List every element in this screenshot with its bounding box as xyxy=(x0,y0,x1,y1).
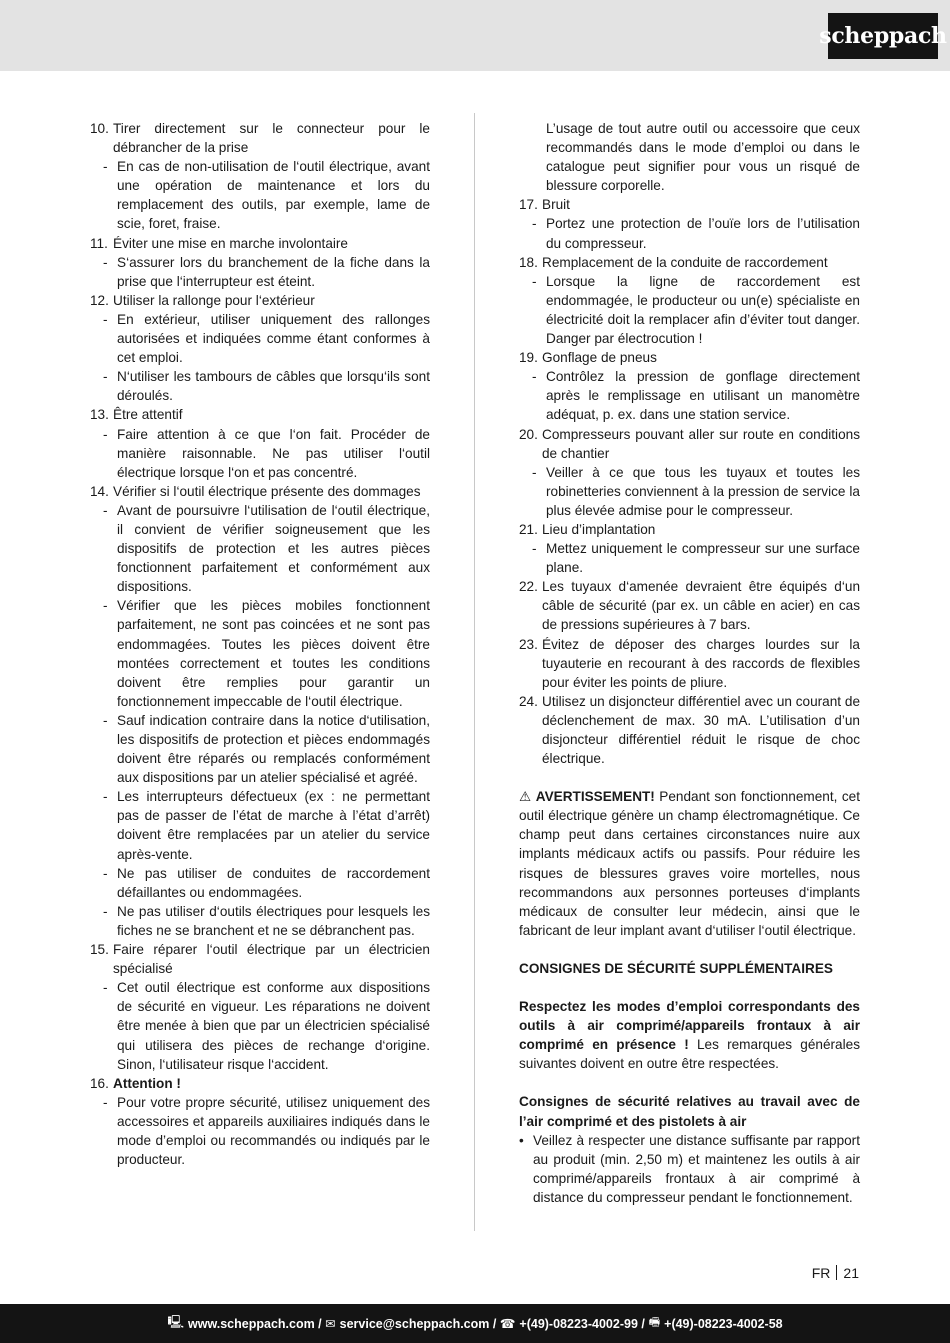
sub-item-text: Avant de poursuivre l‘utilisation de l‘outil électrique, il convient de vérifier soigneusement que les dispositifs de protection et les autres pièces fonctionnent parfaitement et conformément aux dispositions. xyxy=(117,502,430,595)
sub-item xyxy=(519,463,860,520)
numbered-item xyxy=(90,1074,430,1093)
item-number: 18. xyxy=(519,254,538,270)
item-number: 21. xyxy=(519,521,538,537)
item-text: Vérifier si l‘outil électrique présente des dommages xyxy=(113,483,421,499)
sub-item-text: En extérieur, utiliser uniquement des rallonges autorisées et indiquées comme étant conformes à cet emploi. xyxy=(117,311,430,366)
footer-bar xyxy=(0,1304,950,1343)
numbered-item xyxy=(519,577,860,634)
sub-item xyxy=(90,596,430,711)
sub-item xyxy=(90,1093,430,1169)
page-language: FR xyxy=(811,1265,831,1281)
item-text: Gonflage de pneus xyxy=(542,350,657,366)
dash-marker: - xyxy=(532,369,537,385)
item-text: Faire réparer l‘outil électrique par un électricien spécialisé xyxy=(113,942,430,977)
dash-marker: - xyxy=(103,865,108,881)
sub-item-text: Veiller à ce que tous les tuyaux et toutes les robinetteries conviennent à la pression de service la plus élevée admise pour le compresseur. xyxy=(546,464,860,518)
sub-item-text: Mettez uniquement le compresseur sur une surface plane. xyxy=(546,541,860,576)
dash-marker: - xyxy=(532,216,537,232)
numbered-item xyxy=(519,195,860,214)
sub-item xyxy=(90,787,430,863)
item-number: 22. xyxy=(519,579,538,595)
dash-marker: - xyxy=(103,369,108,385)
numbered-item xyxy=(90,291,430,310)
numbered-item xyxy=(519,520,860,539)
sub-item xyxy=(90,978,430,1073)
spacer xyxy=(519,768,860,787)
computer-icon: 🖳 xyxy=(167,1315,185,1329)
numbered-item xyxy=(519,253,860,272)
item-number: 19. xyxy=(519,350,538,366)
dash-marker: - xyxy=(103,712,108,728)
item-text: Bruit xyxy=(542,197,570,213)
sub-item xyxy=(90,310,430,367)
paragraph-bold: CONSIGNES DE SÉCURITÉ SUPPLÉMENTAIRES xyxy=(519,960,833,976)
mail-icon: ✉ xyxy=(325,1317,336,1331)
item-text: Remplacement de la conduite de raccordement xyxy=(542,254,828,270)
dash-marker: - xyxy=(103,980,108,996)
sub-item xyxy=(90,501,430,596)
page-number xyxy=(812,1265,859,1281)
page-number-value: 21 xyxy=(843,1265,859,1281)
numbered-item xyxy=(519,348,860,367)
paragraph-bold: Respectez les modes d’emploi correspondants des outils à air comprimé/appareils frontaux à air comprimé en présence ! xyxy=(519,999,860,1053)
paragraph xyxy=(519,1092,860,1130)
item-text: Éviter une mise en marche involontaire xyxy=(113,235,348,251)
right-column xyxy=(519,119,860,1207)
dash-marker: - xyxy=(103,502,108,518)
dash-marker: - xyxy=(103,254,108,270)
sub-item xyxy=(519,367,860,424)
sub-item xyxy=(90,902,430,940)
left-column xyxy=(90,119,430,1169)
sub-item-text: Les interrupteurs défectueux (ex : ne permettant pas de passer de l’état de marche à l’état d’arrêt) doivent être remplacées par un atelier du service après-vente. xyxy=(117,789,430,862)
header-band xyxy=(0,0,950,71)
sub-item-text: Sauf indication contraire dans la notice d‘utilisation, les dispositifs de protection et pièces endommagés doivent être réparés ou remplacés conformément aux dispositions par un atelier spécialisé et agréé. xyxy=(117,712,430,786)
spacer xyxy=(519,940,860,959)
continued-text: L’usage de tout autre outil ou accessoire que ceux recommandés dans le mode d’emploi ou dans le catalogue peut signifier pour vous un risqué de blessure corporelle. xyxy=(546,121,860,194)
numbered-item xyxy=(90,234,430,253)
sub-item xyxy=(90,711,430,787)
item-text: Évitez de déposer des charges lourdes sur la tuyauterie en recourant à des raccords de flexibles pour éviter les points de pliure. xyxy=(542,636,860,690)
dash-marker: - xyxy=(103,1094,108,1110)
sub-item xyxy=(90,253,430,291)
footer-website[interactable]: www.scheppach.com / xyxy=(188,1316,322,1331)
paragraph-bold: ⚠ AVERTISSEMENT! xyxy=(519,789,655,805)
item-number: 11. xyxy=(90,235,108,251)
sub-item-text: Pour votre propre sécurité, utilisez uniquement des accessoires et appareils auxiliaires indiqués dans le mode d’emploi ou recommandés ou indiqués par le producteur. xyxy=(117,1094,430,1168)
paragraph xyxy=(519,959,860,978)
sub-item xyxy=(90,367,430,405)
sub-item-text: S‘assurer lors du branchement de la fiche dans la prise que l‘interrupteur est éteint. xyxy=(117,254,430,289)
item-text: Utilisez un disjoncteur différentiel avec un courant de déclenchement de max. 30 mA. L’utilisation d’un disjoncteur différentiel réduit le risque de choc électrique. xyxy=(542,693,860,767)
item-text: Utiliser la rallonge pour l‘extérieur xyxy=(113,292,315,308)
item-text: Les tuyaux d‘amenée devraient être équipés d‘un câble de sécurité (par ex. un câble en acier) en cas de pressions supérieures à 7 bars. xyxy=(542,579,860,633)
spacer xyxy=(519,978,860,997)
item-number: 13. xyxy=(90,407,109,423)
item-number: 10. xyxy=(90,121,109,136)
numbered-item xyxy=(90,482,430,501)
sub-item xyxy=(519,272,860,348)
brand-logo: scheppach xyxy=(828,13,938,59)
dash-marker: - xyxy=(532,541,537,557)
sub-item-text: Ne pas utiliser d‘outils électriques pour lesquels les fiches ne se branchent et ne se débranchent pas. xyxy=(117,903,430,938)
numbered-item xyxy=(90,940,430,978)
item-number: 24. xyxy=(519,693,538,709)
numbered-item xyxy=(519,635,860,692)
item-text: Lieu d’implantation xyxy=(542,521,656,537)
paragraph-bold: Consignes de sécurité relatives au travail avec de l’air comprimé et des pistolets à air xyxy=(519,1094,860,1129)
dash-marker: - xyxy=(103,789,108,805)
item-number: 12. xyxy=(90,292,109,308)
dash-marker: - xyxy=(103,598,108,614)
item-number: 23. xyxy=(519,636,538,652)
dash-marker: - xyxy=(103,426,108,442)
footer-fax: +(49)-08223-4002-58 xyxy=(664,1316,783,1331)
sub-item-text: Faire attention à ce que l‘on fait. Procéder de manière raisonnable. Ne pas utiliser l‘outil électrique lorsque l‘on et pas concentré. xyxy=(117,426,430,480)
sub-item xyxy=(519,214,860,252)
item-number: 17. xyxy=(519,197,538,213)
item-text: Compresseurs pouvant aller sur route en conditions de chantier xyxy=(542,426,860,461)
sub-item xyxy=(90,864,430,902)
sub-item-text: Vérifier que les pièces mobiles fonctionnent parfaitement, ne sont pas coincées et ne sont pas endommagées. Toutes les pièces doivent être montées correctement et toutes les conditions doivent être remplies pour garantir un fonctionnement impeccable de l‘outil électrique. xyxy=(117,598,430,709)
sub-item-text: Ne pas utiliser de conduites de raccordement défaillantes ou endommagées. xyxy=(117,865,430,900)
phone-icon: ☎ xyxy=(499,1317,516,1331)
sub-item xyxy=(90,425,430,482)
footer-phone: +(49)-08223-4002-99 / xyxy=(519,1316,645,1331)
bullet-marker: • xyxy=(519,1132,524,1148)
item-text: Être attentif xyxy=(113,407,183,423)
sub-item-text: Contrôlez la pression de gonflage directement après le remplissage en utilisant un manomètre adéquat, p. ex. dans une station service. xyxy=(546,369,860,423)
paragraph-text: Les remarques générales suivantes doivent en outre être respectées. xyxy=(519,1037,860,1072)
dash-marker: - xyxy=(103,311,108,327)
paragraph-text: Pendant son fonctionnement, cet outil électrique génère un champ électromagnétique. Ce champ peut dans certaines circonstances nuire aux implants médicaux actifs ou passifs. Pour réduire les risques de blessures graves voire mortelles, nous recommandons aux personnes porteuses d‘implants médicaux de consulter leur médecin, ainsi que le fabricant de leur implant avant d‘utiliser l‘outil électrique. xyxy=(519,789,860,938)
dash-marker: - xyxy=(532,464,537,480)
numbered-item xyxy=(90,119,430,157)
sub-item-text: En cas de non-utilisation de l‘outil électrique, avant une opération de maintenance et lors du remplacement des outils, par exemple, lame de scie, foret, fraise. xyxy=(117,159,430,232)
item-number: 14. xyxy=(90,483,109,499)
dash-marker: - xyxy=(103,903,108,919)
sub-item-text: N‘utiliser les tambours de câbles que lorsqu‘ils sont déroulés. xyxy=(117,369,430,404)
numbered-item xyxy=(90,405,430,424)
bullet-text: Veillez à respecter une distance suffisante par rapport au produit (min. 2,50 m) et maintenez les outils à air comprimé/appareils frontaux à air comprimé à distance du compresseur pendant le fonctionnement. xyxy=(533,1132,860,1205)
item-text: Tirer directement sur le connecteur pour le débrancher de la prise xyxy=(113,121,430,156)
dash-marker: - xyxy=(103,159,108,175)
sub-item xyxy=(519,539,860,577)
sub-item-text: Cet outil électrique est conforme aux dispositions de sécurité en vigueur. Les réparations ne doivent être menée à bien que par un électricien spécialisé qui utilisera des pièces de rechange d‘origine. Sinon, l‘utilisateur risque l‘accident. xyxy=(117,980,430,1072)
fax-icon: 🖷 xyxy=(648,1315,661,1329)
dash-marker: - xyxy=(532,273,537,289)
numbered-item xyxy=(519,692,860,768)
sub-item-text: Lorsque la ligne de raccordement est endommagée, le producteur ou un(e) spécialiste en électricité doit la remplacer afin d’éviter tout danger. Danger par électrocution ! xyxy=(546,273,860,347)
column-divider xyxy=(474,113,475,1231)
item-text: Attention ! xyxy=(113,1075,181,1091)
item-number: 20. xyxy=(519,426,538,442)
numbered-item xyxy=(519,425,860,463)
footer-email[interactable]: service@scheppach.com / xyxy=(339,1316,497,1331)
bullet-item xyxy=(519,1131,860,1207)
paragraph xyxy=(519,787,860,940)
item-number: 15. xyxy=(90,942,109,958)
item-number: 16. xyxy=(90,1075,109,1091)
paragraph xyxy=(519,997,860,1073)
sub-item xyxy=(90,157,430,233)
sub-item-text: Portez une protection de l’ouïe lors de l’utilisation du compresseur. xyxy=(546,216,860,251)
spacer xyxy=(519,1073,860,1092)
